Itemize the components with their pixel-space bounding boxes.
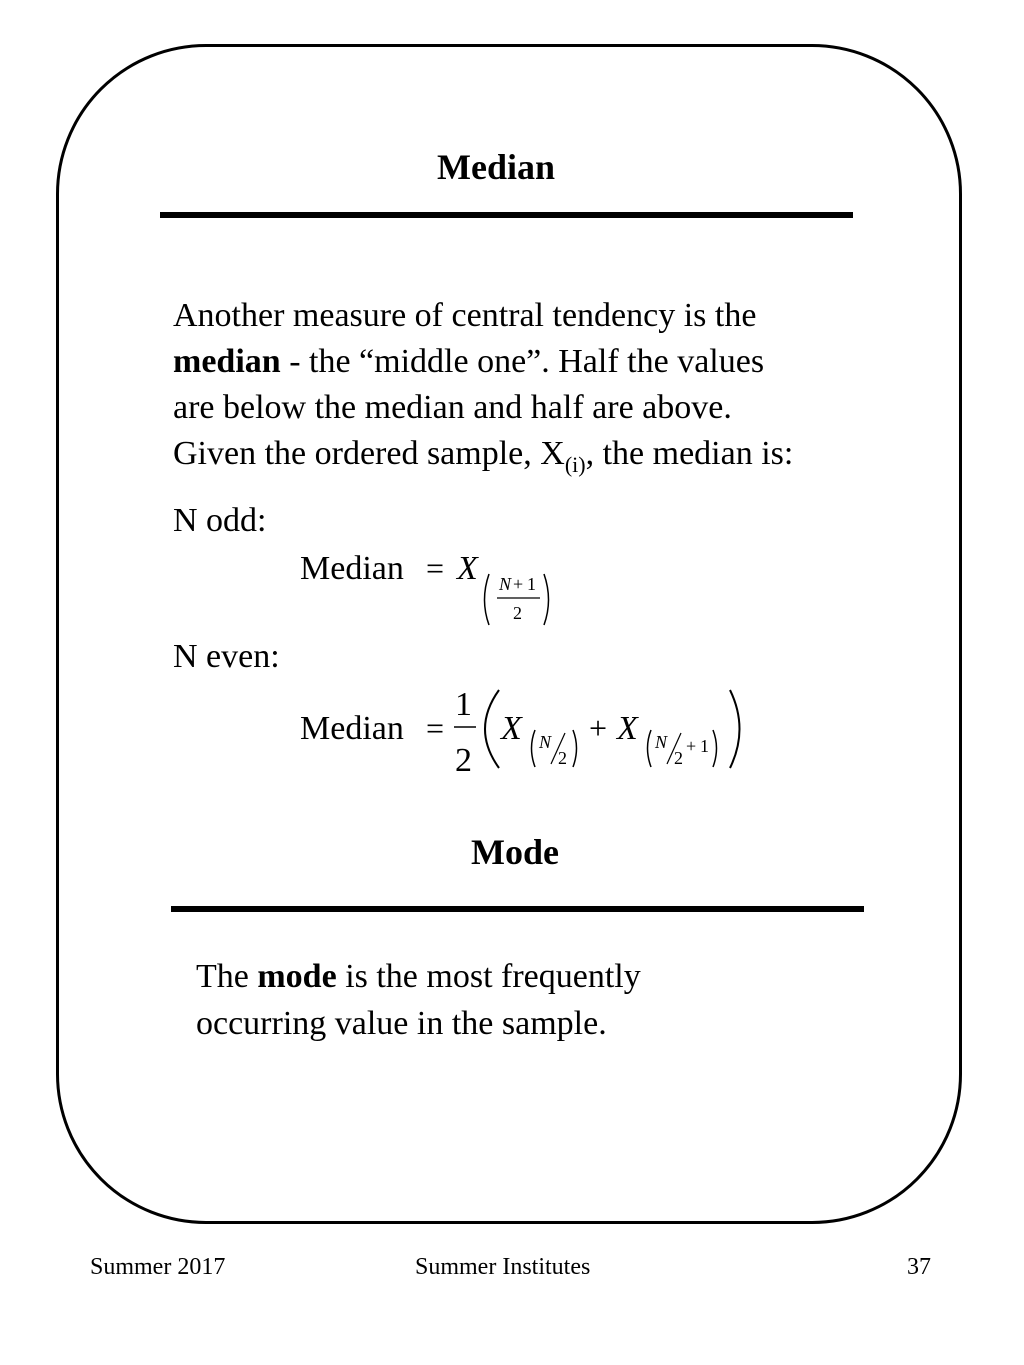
mode-heading-rule	[171, 906, 864, 912]
sub2-n: N	[655, 732, 668, 752]
odd-subscript-numerator-one: 1	[527, 574, 536, 594]
mode-term: mode	[257, 958, 337, 995]
mode-paragraph-post: is the most frequently	[336, 958, 641, 995]
even-formula-equals: =	[426, 710, 445, 746]
even-big-left-paren	[485, 690, 499, 768]
ordered-sample-text: Given the ordered sample, X	[173, 435, 565, 472]
mode-heading: Mode	[471, 832, 559, 872]
sub1-n: N	[539, 732, 552, 752]
median-paragraph-line-2-rest: - the “middle one”. Half the values	[280, 343, 765, 380]
odd-formula-equals: =	[426, 550, 445, 586]
mode-paragraph-pre: The	[196, 958, 258, 995]
mode-paragraph	[196, 953, 641, 1047]
ordered-sample-subscript: (i)	[564, 451, 586, 477]
even-formula-lhs: Median	[300, 710, 404, 747]
sub2-denominator: 2	[674, 748, 683, 768]
sub2-one: 1	[700, 736, 709, 756]
odd-formula-x: X	[457, 550, 478, 587]
n-even-label: N even:	[173, 638, 280, 675]
footer-date: Summer 2017	[90, 1254, 226, 1280]
even-coefficient-denominator: 2	[455, 742, 472, 779]
even-formula-x2: X	[617, 710, 638, 747]
even-median-formula	[300, 686, 740, 779]
sub2-left-paren	[648, 730, 652, 767]
median-term: median	[173, 343, 281, 380]
odd-median-formula	[300, 550, 549, 625]
sub1-right-paren	[573, 730, 577, 767]
odd-subscript-right-paren	[544, 574, 549, 625]
sub1-denominator: 2	[558, 748, 567, 768]
sub2-plus: +	[686, 736, 697, 756]
even-formula-plus: +	[589, 710, 608, 746]
ordered-sample-post: , the median is:	[585, 435, 794, 472]
odd-subscript-numerator-n: N	[499, 574, 512, 594]
sub2-right-paren	[713, 730, 717, 767]
mode-paragraph-line-2: occurring value in the sample.	[196, 1005, 607, 1042]
odd-subscript-denominator: 2	[513, 603, 522, 623]
median-paragraph-line-3: are below the median and half are above.	[173, 389, 732, 426]
median-heading: Median	[437, 147, 556, 187]
even-coefficient-numerator: 1	[455, 686, 472, 723]
odd-formula-lhs: Median	[300, 550, 404, 587]
even-big-right-paren	[730, 690, 740, 768]
sub1-left-paren	[532, 730, 536, 767]
odd-subscript-numerator-plus: +	[513, 574, 524, 594]
mode-paragraph-line-1	[196, 953, 641, 1000]
even-formula-x1: X	[501, 710, 522, 747]
n-odd-label: N odd:	[173, 502, 267, 539]
odd-subscript-left-paren	[485, 574, 490, 625]
median-paragraph-line-1: Another measure of central tendency is the	[173, 297, 757, 334]
footer-page-number: 37	[907, 1254, 931, 1280]
footer-title: Summer Institutes	[415, 1254, 591, 1280]
